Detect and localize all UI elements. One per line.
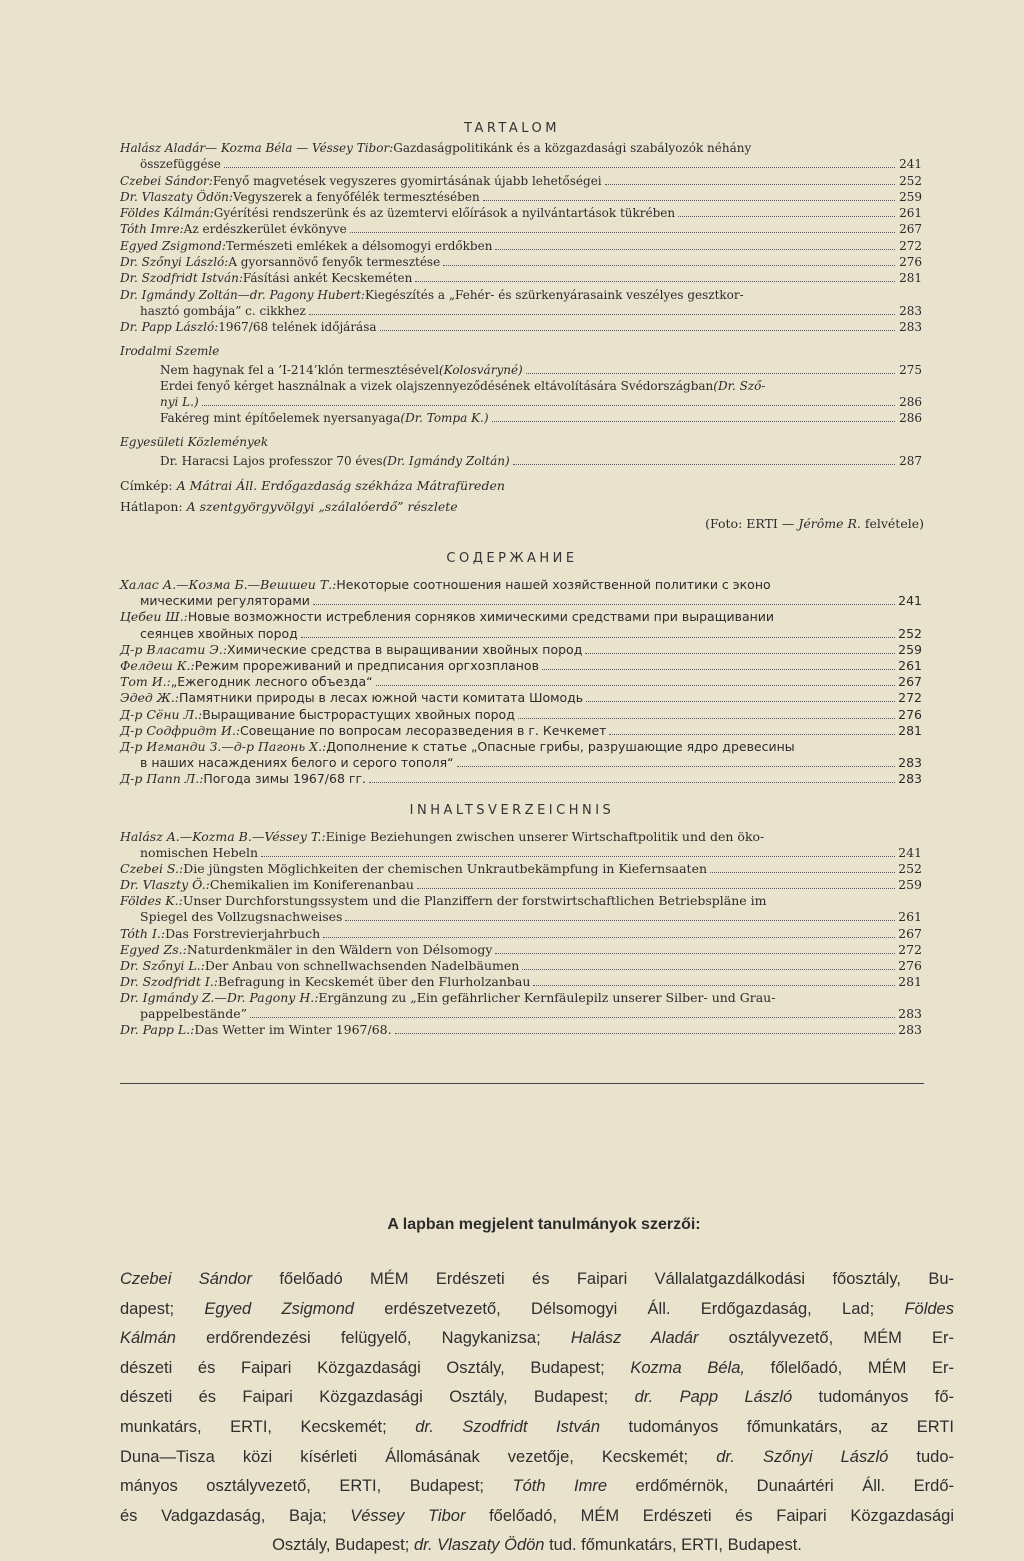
soderzhanie-list [120, 577, 922, 788]
toc-entry [120, 221, 922, 237]
page-number: 283 [899, 320, 922, 335]
entry-title: Vegyszerek a fenyőfélék termesztésében [232, 189, 480, 204]
author-affiliation: dapest; [120, 1299, 205, 1318]
dot-leader [350, 232, 895, 233]
toc-line [120, 674, 922, 690]
cimkep-text: A Mátrai Áll. Erdőgazdaság székháza Mátrafüreden [176, 478, 505, 494]
author-affiliation: és Vadgazdaság, Baja; [120, 1506, 351, 1525]
page-number: 275 [899, 362, 922, 377]
entry-title: Einige Beziehungen zwischen unserer Wirtschaftpolitik und den öko- [325, 829, 765, 844]
toc-line [160, 410, 922, 426]
dot-leader [443, 265, 895, 266]
dot-leader [518, 718, 895, 719]
toc-line [120, 626, 922, 642]
toc-line [120, 974, 922, 990]
paragraph-line [120, 1324, 954, 1354]
entry-author: (Dr. Tompa K.) [400, 411, 489, 426]
toc-entry [120, 893, 922, 925]
entry-author: Dr. Igmándy Z.—Dr. Pagony H.: [120, 989, 319, 1005]
author-affiliation: erdőmérnök, Dunaártéri Áll. Erdő- [607, 1477, 954, 1496]
entry-author: Dr. Szőnyi L.: [120, 957, 205, 973]
toc-line [120, 909, 922, 925]
entry-title: Режим прореживаний и предписания оргхозпланов [194, 658, 539, 674]
toc-line [160, 394, 922, 410]
toc-entry [120, 642, 922, 658]
toc-entry [120, 690, 922, 706]
page-number: 287 [899, 453, 922, 468]
author-affiliation: Duna—Tisza közi kísérleti Állomásának vezetője, Kecskemét; [120, 1447, 717, 1466]
toc-line [120, 173, 922, 189]
author-name: Egyed Zsigmond [204, 1299, 354, 1318]
entry-author: Д-р Сёни Л.: [120, 706, 203, 722]
entry-title: Gazdaságpolitikánk és a közgazdasági szabályozók néhány [393, 141, 752, 155]
entry-author: Халас А.—Козма Б.—Вешшеи Т.: [120, 577, 337, 592]
toc-entry [120, 877, 922, 893]
dot-leader [309, 314, 895, 315]
page-number: 259 [898, 877, 922, 893]
page-number: 267 [898, 925, 922, 941]
entry-title: Fásítási ankét Kecskeméten [242, 271, 413, 286]
entry-author: Dr. Szodfridt István: [120, 271, 243, 286]
entry-title: Naturdenkmäler in den Wäldern von Délsomogy [186, 941, 493, 957]
paragraph-line [120, 1265, 954, 1295]
entry-author: Д-р Власати Э.: [120, 641, 228, 657]
entry-author: Czebei S.: [120, 861, 184, 877]
foto-b: Jérôme R. [798, 516, 861, 532]
page-number: 252 [898, 625, 922, 641]
entry-author: (Dr. Igmándy Zoltán) [382, 453, 510, 468]
entry-author: Dr. Szodfridt I.: [120, 973, 218, 989]
toc-line [120, 893, 922, 909]
page-number: 267 [898, 674, 922, 690]
author-name: dr. Szodfridt István [415, 1417, 600, 1436]
toc-entry [120, 707, 922, 723]
entry-title: Gyérítési rendszerünk és az üzemtervi előírások a nyilvántartások tükrében [213, 206, 676, 221]
entry-title: Погода зимы 1967/68 гг. [203, 771, 366, 787]
page-number: 283 [898, 755, 922, 771]
page-number: 286 [899, 411, 922, 426]
toc-entry [120, 362, 922, 378]
entry-title: в наших насаждениях белого и серого тополя“ [140, 755, 454, 771]
toc-entry [120, 378, 922, 411]
dot-leader [395, 1033, 895, 1034]
author-name: Halász Aladár [570, 1329, 699, 1348]
toc-entry [120, 205, 922, 221]
author-name: Kozma Béla, [630, 1358, 745, 1377]
entry-author: Dr. Vlaszaty Ödön: [120, 189, 233, 204]
entry-title: Természeti emlékek a délsomogyi erdőkben [225, 238, 493, 253]
entry-title: Az erdészkerület évkönyve [183, 222, 347, 237]
inhalt-heading: INHALTSVERZEICHNIS [409, 803, 615, 818]
author-affiliation: tudományos fő- [792, 1388, 954, 1407]
author-affiliation: osztályvezető, MÉM Er- [698, 1329, 954, 1348]
toc-line [160, 378, 922, 394]
toc-line [120, 140, 922, 156]
entry-author: Фелдеш К.: [120, 658, 195, 674]
cimkep-label: Címkép: [120, 478, 173, 494]
page-number: 272 [899, 238, 922, 253]
toc-line [120, 287, 922, 303]
author-name: Véssey Tibor [350, 1506, 466, 1525]
entry-title: Выращивание быстрорастущих хвойных пород [202, 706, 515, 722]
toc-line [120, 707, 922, 723]
entry-title: Der Anbau von schnellwachsenden Nadelbäumen [204, 957, 520, 973]
section-irodalmi-szemle: Irodalmi Szemle [120, 343, 220, 358]
entry-author: Egyed Zsigmond: [120, 238, 226, 253]
entry-title: Spiegel des Vollzugsnachweises [140, 909, 343, 925]
author-name: Tóth Imre [512, 1477, 608, 1496]
toc-entry [120, 238, 922, 254]
paragraph-line [120, 1443, 954, 1473]
entry-author: Egyed Zs.: [120, 941, 187, 957]
author-affiliation: erdőrendezési felügyelő, Nagykanizsa; [175, 1329, 571, 1348]
entry-author: Д-р Содфридт И.: [120, 722, 241, 738]
entry-title: Некоторые соотношения нашей хозяйственной политики с эконо [336, 577, 771, 592]
entry-author: Dr. Vlaszty Ö.: [120, 877, 210, 893]
section-egyesuleti: Egyesületi Közlemények [120, 434, 269, 449]
entry-author: Dr. Szőnyi László: [120, 255, 229, 270]
dot-leader [492, 421, 895, 422]
page-number: 252 [898, 861, 922, 877]
page-number: 283 [898, 1022, 922, 1038]
toc-entry [120, 958, 922, 974]
dot-leader [542, 669, 895, 670]
dot-leader [313, 604, 895, 605]
author-name: dr. Papp László [634, 1388, 793, 1407]
entry-title: Die jüngsten Möglichkeiten der chemischen Unkrautbekämpfung in Kiefernsaaten [183, 861, 708, 877]
entry-title: Chemikalien im Koniferenanbau [209, 877, 414, 893]
authors-paragraph [120, 1265, 954, 1561]
author-name: dr. Szőnyi László [716, 1447, 889, 1466]
soderzhanie-heading: СОДЕРЖАНИЕ [446, 551, 578, 566]
toc-entry [120, 254, 922, 270]
page-number: 276 [898, 706, 922, 722]
dot-leader [380, 330, 895, 331]
toc-entry [120, 926, 922, 942]
entry-title: Kiegészítés a „Fehér- és szürkenyárasaink veszélyes gesztkor- [364, 287, 744, 302]
page-number: 267 [899, 222, 922, 237]
toc-line [120, 771, 922, 787]
author-affiliation: főelőadó, MÉM Erdészeti és Faipari Közgazdasági [465, 1506, 954, 1525]
dot-leader [605, 184, 895, 185]
dot-leader [678, 216, 895, 217]
toc-line [160, 453, 922, 469]
toc-line [120, 942, 922, 958]
dot-leader [586, 701, 895, 702]
entry-author: Földes Kálmán: [120, 206, 214, 221]
entry-author: (Dr. Sző- [713, 378, 766, 393]
entry-title: Новые возможности истребления сорняков химическими средствами при выращивании [187, 609, 775, 625]
author-name: dr. Vlaszaty Ödön [413, 1536, 545, 1555]
page-number: 252 [899, 173, 922, 188]
entry-title: 1967/68 telének időjárása [218, 320, 377, 335]
toc-entry [120, 990, 922, 1022]
dot-leader [250, 1017, 895, 1018]
paragraph-line [120, 1502, 954, 1532]
toc-line [120, 1022, 922, 1038]
toc-entry [120, 658, 922, 674]
toc-entry [120, 674, 922, 690]
entry-author: Dr. Igmándy Zoltán—dr. Pagony Hubert: [120, 287, 365, 302]
toc-entry [120, 173, 922, 189]
toc-entry [120, 829, 922, 861]
entry-author: Dr. Papp László: [120, 320, 219, 335]
entry-title: Памятники природы в лесах южной части комитата Шомодь [179, 690, 584, 706]
toc-line [120, 690, 922, 706]
dot-leader [202, 405, 895, 406]
entry-author: Földes K.: [120, 893, 183, 909]
toc-line [160, 362, 922, 378]
toc-line [120, 609, 922, 625]
inhalt-list [120, 829, 922, 1038]
page-number: 241 [898, 845, 922, 861]
toc-line [120, 1006, 922, 1022]
entry-author: Dr. Papp L.: [120, 1022, 195, 1038]
author-affiliation: főlelőadó, MÉM Er- [745, 1358, 954, 1377]
dot-leader [369, 782, 895, 783]
entry-title: Befragung in Kecskemét über den Flurholzanbau [217, 973, 531, 989]
egyesuleti-list [120, 453, 922, 469]
dot-leader [224, 167, 895, 168]
entry-title: hasztó gombája” c. cikkhez [140, 303, 306, 318]
page-number: 283 [899, 303, 922, 318]
toc-entry [120, 771, 922, 787]
paragraph-line [120, 1383, 954, 1413]
paragraph-line [120, 1354, 954, 1384]
paragraph-line [120, 1295, 954, 1325]
author-affiliation: főelőadó MÉM Erdészeti és Faipari Vállalatgazdálkodási főosztály, Bu- [251, 1270, 955, 1288]
entry-title: Das Forstrevierjahrbuch [165, 925, 321, 941]
dot-leader [609, 734, 895, 735]
author-name: Czebei Sándor [120, 1270, 252, 1288]
entry-author: Д-р Папп Л.: [120, 771, 204, 787]
toc-entry [120, 140, 922, 173]
toc-line [120, 926, 922, 942]
entry-title: мическими регуляторами [140, 593, 310, 609]
authors-title: A lapban megjelent tanulmányok szerzői: [387, 1216, 701, 1233]
toc-line [120, 221, 922, 237]
page-number: 276 [898, 957, 922, 973]
dot-leader [533, 985, 895, 986]
entry-author: Д-р Игманди З.—д-р Пагонь Х.: [120, 739, 327, 755]
page-number: 261 [899, 206, 922, 221]
entry-title: nomischen Hebeln [140, 845, 259, 861]
page-number: 259 [899, 189, 922, 204]
author-affiliation: erdészetvezető, Délsomogyi Áll. Erdőgazdaság, Lad; [353, 1299, 905, 1318]
entry-title: összefüggése [140, 157, 221, 172]
author-affiliation: tudományos főmunkatárs, az ERTI [600, 1417, 954, 1436]
entry-title: Nem hagynak fel a ’I-214’klón termesztésével [160, 362, 439, 377]
entry-title: Unser Durchforstungssystem und die Planziffern der forstwirtschaftlichen Betriebspläne im [182, 893, 767, 909]
toc-line [120, 593, 922, 609]
toc-entry [120, 189, 922, 205]
entry-title: Химические средства в выращивании хвойных пород [227, 641, 583, 657]
foto-c: felvétele) [860, 516, 924, 532]
dot-leader [522, 969, 895, 970]
hatlapon-text: A szentgyörgyvölgyi „szálalóerdő” részlete [186, 499, 458, 515]
foto-credit [120, 515, 924, 532]
toc-line [120, 205, 922, 221]
page-number: 276 [899, 255, 922, 270]
toc-entry [120, 861, 922, 877]
entry-author: Tóth Imre: [120, 222, 184, 237]
entry-author: (Kolosváryné) [439, 362, 523, 377]
entry-title: сеянцев хвойных пород [140, 625, 298, 641]
toc-line [120, 156, 922, 172]
toc-entry [120, 410, 922, 426]
entry-title: Дополнение к статье „Опасные грибы, разрушающие ядро древесины [326, 739, 795, 755]
dot-leader [495, 953, 895, 954]
toc-line [120, 642, 922, 658]
toc-line [120, 577, 922, 593]
toc-line [120, 877, 922, 893]
dot-leader [483, 200, 895, 201]
entry-author: Эдед Ж.: [120, 690, 180, 706]
page-number: 272 [898, 941, 922, 957]
hatlapon-label: Hátlapon: [120, 499, 183, 515]
entry-title: „Ежегодник лесного объезда“ [170, 674, 373, 690]
dot-leader [585, 653, 895, 654]
toc-entry [120, 319, 922, 335]
dot-leader [415, 281, 895, 282]
entry-author: Halász Aladár— Kozma Béla — Véssey Tibor: [120, 141, 394, 155]
dot-leader [376, 685, 895, 686]
entry-title: Das Wetter im Winter 1967/68. [194, 1022, 392, 1038]
toc-line [120, 270, 922, 286]
dot-leader [495, 249, 895, 250]
toc-line [120, 254, 922, 270]
dot-leader [261, 856, 895, 857]
author-affiliation: Osztály, Budapest; [272, 1536, 414, 1555]
toc-line [120, 958, 922, 974]
dot-leader [526, 373, 895, 374]
dot-leader [323, 937, 895, 938]
page-number: 259 [898, 641, 922, 657]
toc-entry [120, 723, 922, 739]
tartalom-list [120, 140, 922, 532]
toc-line [120, 723, 922, 739]
paragraph-line [120, 1413, 954, 1443]
toc-entry [120, 287, 922, 320]
toc-line [120, 238, 922, 254]
toc-entry [120, 609, 922, 641]
irodalmi-list [120, 362, 922, 427]
toc-line [120, 845, 922, 861]
toc-entry [120, 453, 922, 469]
tartalom-heading: TARTALOM [464, 121, 560, 136]
paragraph-line [120, 1531, 954, 1561]
author-affiliation: mányos osztályvezető, ERTI, Budapest; [120, 1477, 513, 1496]
author-affiliation: tud. főmunkatárs, ERTI, Budapest. [544, 1536, 802, 1555]
entry-author: Halász A.—Kozma B.—Véssey T.: [120, 829, 326, 844]
dot-leader [513, 464, 895, 465]
page-number: 286 [899, 395, 922, 410]
toc-entry [120, 974, 922, 990]
entry-author: Tóth I.: [120, 925, 166, 941]
page-number: 261 [898, 909, 922, 925]
toc-entry [120, 739, 922, 771]
toc-line [120, 739, 922, 755]
hatlapon-line [120, 498, 922, 515]
entry-title: Fenyő magvetések vegyszeres gyomirtásának újabb lehetőségei [212, 173, 602, 188]
author-affiliation: dészeti és Faipari Közgazdasági Osztály, Budapest; [120, 1358, 631, 1377]
toc-entry [120, 942, 922, 958]
dot-leader [457, 766, 895, 767]
toc-entry [120, 270, 922, 286]
toc-line [120, 658, 922, 674]
entry-title: Dr. Haracsi Lajos professzor 70 éves [160, 453, 383, 468]
toc-line [120, 829, 922, 845]
toc-entry [120, 577, 922, 609]
toc-line [120, 303, 922, 319]
author-affiliation: tudo- [888, 1447, 955, 1466]
divider [120, 1083, 924, 1084]
entry-title: Совещание по вопросам лесоразведения в г. Кечкемет [240, 722, 607, 738]
dot-leader [301, 637, 895, 638]
author-affiliation: munkatárs, ERTI, Kecskemét; [120, 1417, 416, 1436]
dot-leader [417, 888, 895, 889]
entry-title: A gyorsannövő fenyők termesztése [228, 255, 441, 270]
toc-line [120, 861, 922, 877]
entry-author: Тот И.: [120, 674, 171, 690]
toc-entry [120, 1022, 922, 1038]
toc-line [120, 319, 922, 335]
page-number: 241 [899, 157, 922, 172]
page-number: 283 [898, 1006, 922, 1022]
entry-title: Erdei fenyő kérget használnak a vizek olajszennyeződésének eltávolítására Svédországban [160, 378, 714, 393]
entry-title: Ergänzung zu „Ein gefährlicher Kernfäulepilz unserer Silber- und Grau- [318, 989, 776, 1005]
dot-leader [710, 872, 895, 873]
entry-author: nyi L.) [160, 395, 199, 410]
page-number: 241 [898, 593, 922, 609]
page-number: 281 [899, 271, 922, 286]
entry-title: Fakéreg mint építőelemek nyersanyaga [160, 411, 401, 426]
dot-leader [345, 920, 895, 921]
page-number: 281 [898, 973, 922, 989]
page-number: 272 [898, 690, 922, 706]
foto-a: (Foto: ERTI — [705, 516, 799, 532]
cimkep-line [120, 477, 922, 494]
page-number: 281 [898, 722, 922, 738]
toc-line [120, 990, 922, 1006]
entry-title: pappelbestände” [140, 1006, 247, 1022]
page-number: 283 [898, 771, 922, 787]
entry-author: Цебеи Ш.: [120, 609, 188, 625]
page-number: 261 [898, 658, 922, 674]
author-affiliation: dészeti és Faipari Közgazdasági Osztály, Budapest; [120, 1388, 635, 1407]
paragraph-line [120, 1472, 954, 1502]
toc-line [120, 755, 922, 771]
author-name: Földes [904, 1299, 954, 1318]
author-name: Kálmán [120, 1329, 176, 1348]
entry-author: Czebei Sándor: [120, 173, 213, 188]
toc-line [120, 189, 922, 205]
